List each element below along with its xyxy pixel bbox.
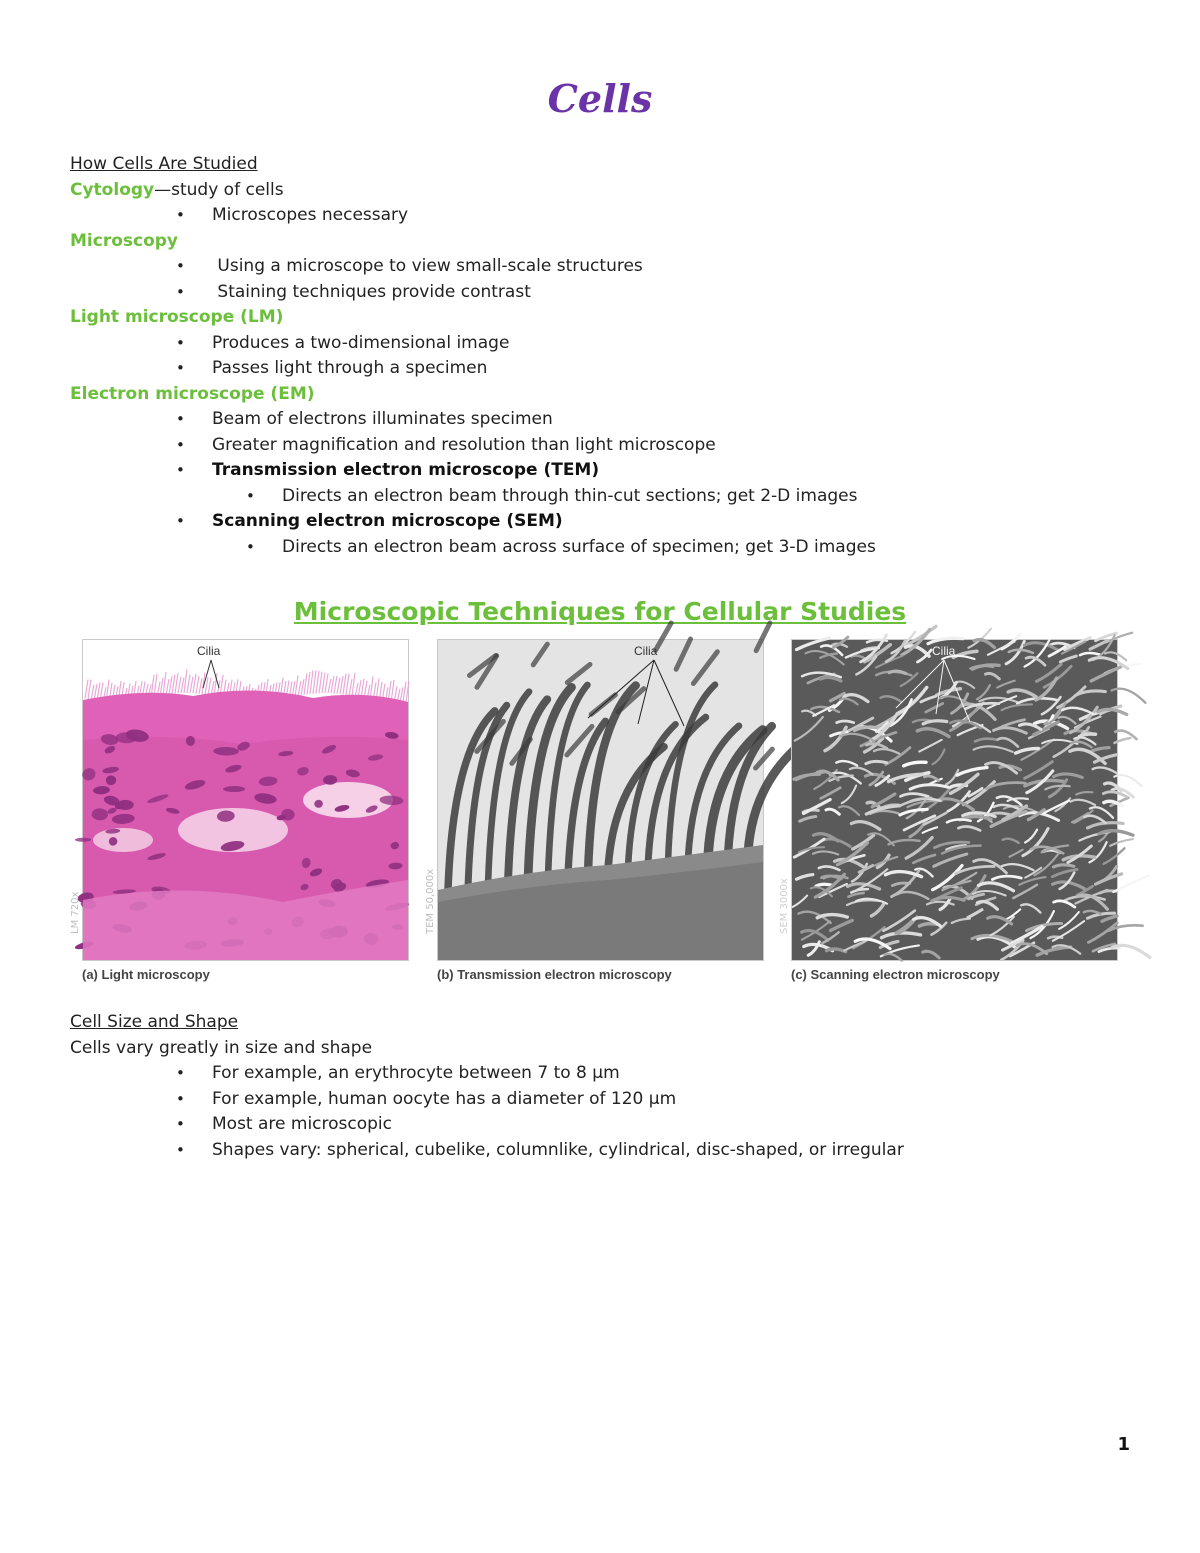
cilia-label: Cilia	[197, 644, 221, 658]
notes-section-size-shape	[70, 1010, 1150, 1163]
bullet-icon: •	[176, 512, 185, 530]
page-number: 1	[1117, 1434, 1130, 1455]
cytology-line	[70, 178, 1150, 204]
light-microscopy-illustration	[83, 640, 408, 960]
bullet-text: Microscopes necessary	[212, 205, 409, 225]
bullet-text: Staining techniques provide contrast	[212, 281, 531, 302]
bullet-text: Shapes vary: spherical, cubelike, columnlike, cylindrical, disc-shaped, or irregular	[212, 1139, 904, 1160]
bullet-icon: •	[176, 435, 185, 454]
section-heading-size-shape: Cell Size and Shape	[70, 1012, 239, 1032]
bullet-item	[70, 254, 1150, 280]
cilia-label: Cilia	[932, 644, 956, 658]
bullet-text: Passes light through a specimen	[212, 358, 488, 378]
bullet-item	[70, 1112, 1150, 1138]
bullet-text: Greater magnification and resolution than light microscope	[212, 434, 716, 455]
figure-title: Microscopic Techniques for Cellular Studies	[293, 597, 907, 626]
bullet-item	[70, 331, 1150, 357]
bullet-text: Directs an electron beam across surface of specimen; get 3-D images	[282, 536, 876, 557]
bullet-icon: •	[176, 1089, 185, 1108]
tem-image	[425, 639, 764, 961]
bullet-icon: •	[176, 282, 185, 301]
bullet-item	[70, 1138, 1150, 1164]
sub-bullet-item	[70, 535, 1150, 561]
bullet-icon: •	[176, 206, 185, 224]
bullet-icon: •	[176, 1064, 185, 1082]
cilia-pointer-icon	[578, 658, 708, 728]
bullet-text: For example, human oocyte has a diameter of 120 μm	[212, 1088, 677, 1109]
bullet-text: Produces a two-dimensional image	[212, 332, 510, 353]
texture-mark	[1114, 775, 1141, 786]
bullet-icon: •	[176, 461, 185, 479]
bullet-item	[70, 509, 1150, 535]
section-heading-studied: How Cells Are Studied	[70, 154, 258, 174]
bullet-text: Most are microscopic	[212, 1114, 393, 1134]
light-microscopy-image	[70, 639, 409, 961]
cilia-pointer-icon	[193, 658, 233, 690]
bullet-text: Directs an electron beam through thin-cut sections; get 2-D images	[282, 485, 858, 506]
sem-image	[779, 639, 1118, 961]
texture-mark	[1112, 945, 1150, 957]
bullet-icon: •	[176, 359, 185, 377]
cilia-pointer-icon	[892, 658, 982, 728]
caption-sem: (c) Scanning electron microscopy	[791, 967, 1000, 982]
bullet-icon: •	[176, 1115, 185, 1133]
magnification-label: TEM 50,000x	[425, 868, 436, 934]
magnification-label: LM 720x	[70, 891, 81, 934]
cilia-label: Cilia	[634, 644, 658, 658]
caption-tem: (b) Transmission electron microscopy	[437, 967, 672, 982]
bullet-item	[70, 1087, 1150, 1113]
bullet-text: For example, an erythrocyte between 7 to 8 μm	[212, 1063, 620, 1083]
sub-bullet-item	[70, 484, 1150, 510]
bullet-item	[70, 280, 1150, 306]
bullet-icon: •	[176, 333, 185, 352]
bullet-item	[70, 203, 1150, 229]
bullet-icon: •	[246, 537, 255, 556]
texture-mark	[1113, 876, 1148, 892]
term-sem: Scanning electron microscope (SEM)	[212, 511, 563, 531]
term-light-microscope: Light microscope (LM)	[70, 307, 284, 327]
bullet-item	[70, 458, 1150, 484]
magnification-label: SEM 3000x	[779, 878, 790, 934]
bullet-icon: •	[246, 486, 255, 505]
term-cytology: Cytology	[70, 179, 155, 200]
term-electron-microscope: Electron microscope (EM)	[70, 383, 315, 404]
bullet-item	[70, 433, 1150, 459]
bullet-text: Beam of electrons illuminates specimen	[212, 409, 553, 429]
bullet-item	[70, 356, 1150, 382]
bullet-item	[70, 1061, 1150, 1087]
bullet-icon: •	[176, 1140, 185, 1159]
bullet-item	[70, 407, 1150, 433]
cytology-definition: —study of cells	[154, 179, 284, 200]
term-microscopy: Microscopy	[70, 230, 179, 251]
bullet-icon: •	[176, 410, 185, 428]
notes-section-studied	[70, 152, 1150, 560]
size-shape-intro: Cells vary greatly in size and shape	[70, 1037, 373, 1058]
bullet-icon: •	[176, 257, 185, 275]
caption-light-microscopy: (a) Light microscopy	[82, 967, 210, 982]
term-tem: Transmission electron microscope (TEM)	[212, 460, 600, 480]
bullet-text: Using a microscope to view small-scale structures	[212, 256, 643, 276]
page-title: Cells	[547, 76, 653, 121]
